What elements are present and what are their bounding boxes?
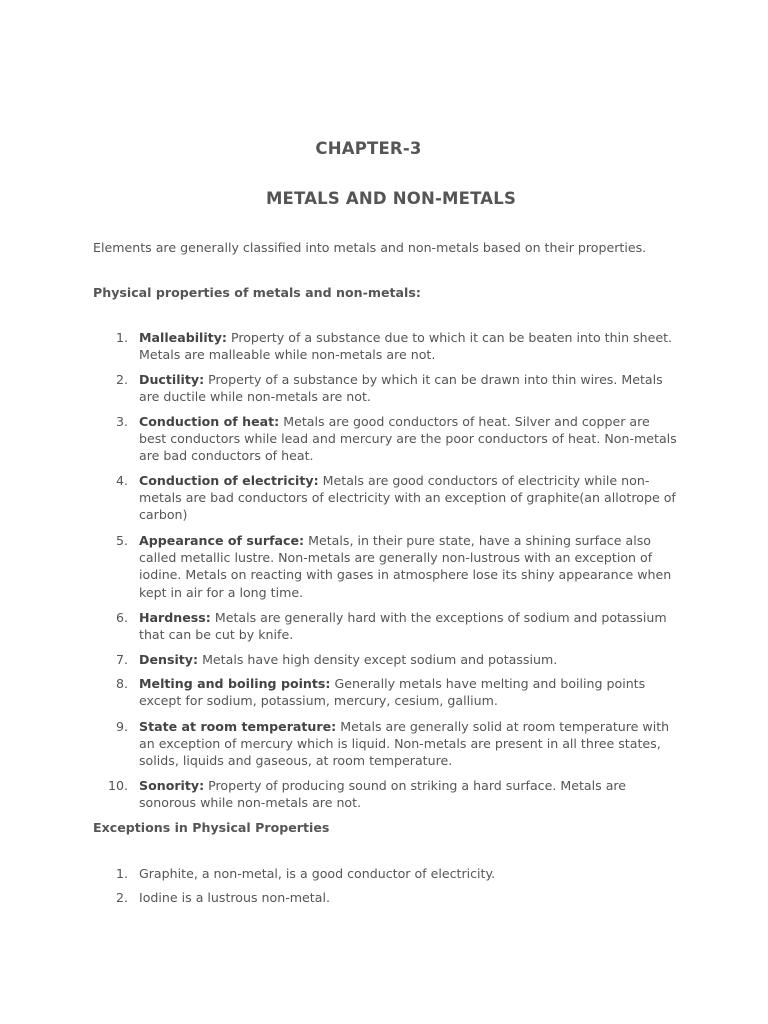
property-term: Ductility: (139, 372, 205, 387)
property-term: Conduction of heat: (139, 414, 280, 429)
list-number: 4. (115, 473, 128, 488)
physical-properties-heading: Physical properties of metals and non-metals: (93, 285, 421, 300)
property-description: Metals are good conductors of electricity while non-metals are bad conductors of electricity with an exception of graphite(an allotrope of carbon) (139, 473, 676, 523)
list-number: 2. (115, 890, 128, 905)
list-item (93, 371, 683, 405)
list-item (93, 532, 683, 601)
list-number: 10. (107, 778, 128, 793)
exception-text: Graphite, a non-metal, is a good conductor of electricity. (139, 866, 496, 881)
list-item (93, 718, 683, 770)
list-item (93, 889, 683, 906)
list-item (93, 609, 683, 643)
list-number: 5. (115, 533, 128, 548)
property-term: Appearance of surface: (139, 533, 305, 548)
property-description: Generally metals have melting and boiling points except for sodium, potassium, mercury, cesium, gallium. (139, 676, 646, 709)
list-number: 8. (115, 676, 128, 691)
list-item (93, 865, 683, 882)
list-item (93, 329, 683, 363)
list-item (93, 651, 683, 668)
property-term: Malleability: (139, 330, 227, 345)
chapter-heading: CHAPTER-3 (315, 139, 422, 158)
property-term: State at room temperature: (139, 719, 337, 734)
property-term: Density: (139, 652, 199, 667)
property-description: Metals are generally hard with the exceptions of sodium and potassium that can be cut by knife. (139, 610, 667, 643)
property-description: Property of a substance due to which it can be beaten into thin sheet. Metals are malleable while non-metals are not. (139, 330, 673, 363)
intro-paragraph: Elements are generally classified into metals and non-metals based on their properties. (93, 240, 647, 255)
list-number: 2. (115, 372, 128, 387)
exception-text: Iodine is a lustrous non-metal. (139, 890, 330, 905)
list-number: 7. (115, 652, 128, 667)
property-term: Hardness: (139, 610, 211, 625)
list-item (93, 675, 683, 709)
page-title: METALS AND NON-METALS (265, 189, 517, 208)
property-description: Metals are good conductors of heat. Silver and copper are best conductors while lead and mercury are the poor conductors of heat. Non-metals are bad conductors of heat. (139, 414, 677, 464)
list-item (93, 472, 683, 524)
property-description: Metals are generally solid at room temperature with an exception of mercury which is liquid. Non-metals are present in all three states, solids, liquids and gaseous, at room temperature. (139, 719, 670, 769)
list-number: 1. (115, 330, 128, 345)
property-term: Conduction of electricity: (139, 473, 319, 488)
property-term: Sonority: (139, 778, 205, 793)
list-number: 3. (115, 414, 128, 429)
list-number: 1. (115, 866, 128, 881)
property-description: Metals have high density except sodium and potassium. (202, 652, 558, 667)
property-description: Metals, in their pure state, have a shining surface also called metallic lustre. Non-metals are generally non-lustrous with an exception of iodine. Metals on reacting with gases in atmosphere lose its shiny appearance when kept in air for a long time. (139, 533, 672, 600)
property-term: Melting and boiling points: (139, 676, 331, 691)
property-description: Property of producing sound on striking a hard surface. Metals are sonorous while non-metals are not. (139, 778, 627, 811)
list-number: 9. (115, 719, 128, 734)
list-item (93, 413, 683, 465)
list-number: 6. (115, 610, 128, 625)
list-item (93, 777, 683, 811)
exceptions-heading: Exceptions in Physical Properties (93, 820, 330, 835)
property-description: Property of a substance by which it can be drawn into thin wires. Metals are ductile while non-metals are not. (139, 372, 663, 405)
